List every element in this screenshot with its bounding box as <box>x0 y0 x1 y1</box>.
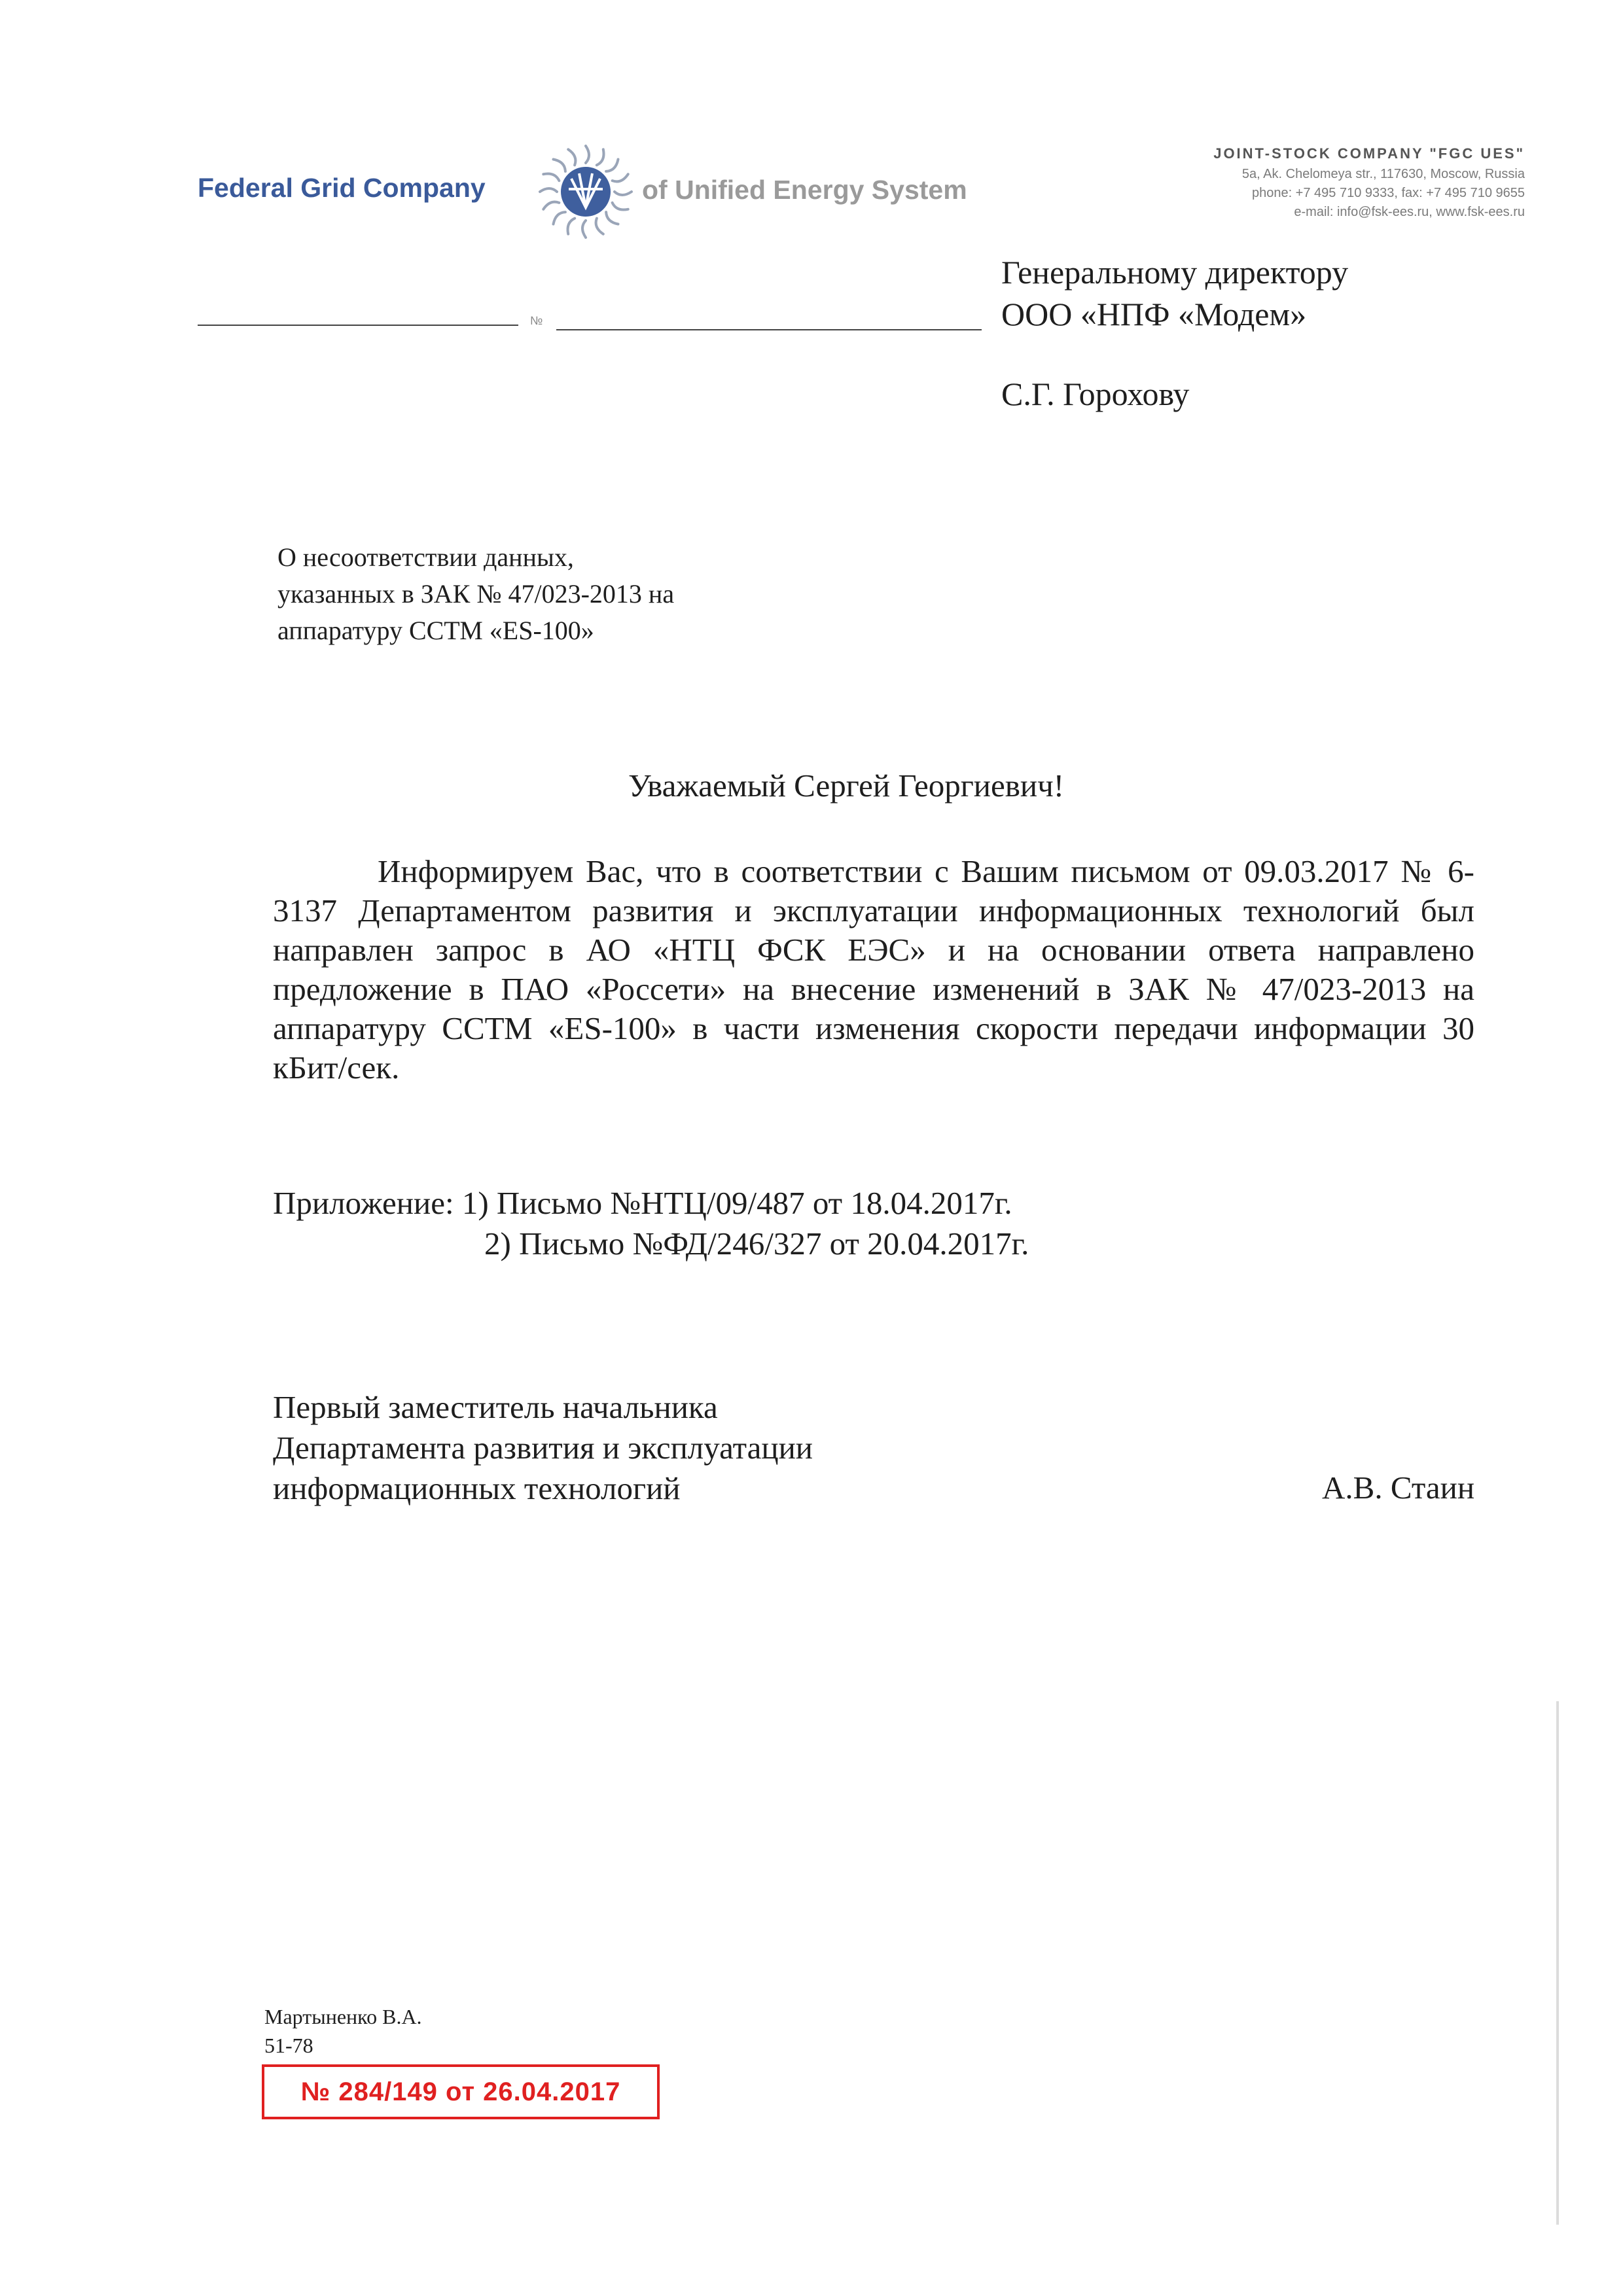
scan-artifact <box>1556 1701 1559 2225</box>
signer-position-line: Первый заместитель начальника <box>273 1389 718 1425</box>
executor-name: Мартыненко В.А. <box>264 2005 422 2028</box>
attachment-item: 2) Письмо №ФД/246/327 от 20.04.2017г. <box>484 1226 1029 1262</box>
salutation: Уважаемый Сергей Георгиевич! <box>628 768 1065 804</box>
registration-number-sign: № <box>530 314 543 327</box>
addressee-block <box>1001 251 1472 335</box>
attachments-block <box>273 1183 1029 1264</box>
fgc-sun-logo-icon <box>537 143 635 241</box>
company-name: JOINT-STOCK COMPANY "FGC UES" <box>1213 145 1525 162</box>
company-email: e-mail: info@fsk-ees.ru, www.fsk-ees.ru <box>1294 205 1525 219</box>
subject-line: аппаратуру ССТМ «ES-100» <box>277 616 594 645</box>
registration-date-line <box>198 325 518 326</box>
signer-position-line: информационных технологий <box>273 1470 681 1506</box>
brand-name-right: of Unified Energy System <box>642 175 967 205</box>
addressee-name: С.Г. Горохову <box>1001 376 1190 412</box>
signer-name: А.В. Стаин <box>1322 1470 1475 1506</box>
attachment-item: 1) Письмо №НТЦ/09/487 от 18.04.2017г. <box>461 1185 1012 1221</box>
company-phone: phone: +7 495 710 9333, fax: +7 495 710 9655 <box>1251 186 1525 200</box>
letter-body: Информируем Вас, что в соответствии с Вашим письмом от 09.03.2017 № 6-3137 Департаментом развития и эксплуатации информационных технологий был направлен запрос в АО «НТЦ ФСК ЕЭС» и на основании ответа направлено предложение в ПАО «Россети» на внесение изменений в ЗАК № 47/023-2013 на аппаратуру ССТМ «ES-100» в части изменения скорости передачи информации 30 кБит/сек. <box>273 853 1474 1086</box>
attachments-label: Приложение: <box>273 1185 462 1221</box>
company-address: 5a, Ak. Chelomeya str., 117630, Moscow, Russia <box>1241 167 1525 181</box>
signer-position-line: Департамента развития и эксплуатации <box>273 1430 813 1466</box>
subject-line: О несоответствии данных, <box>277 542 574 572</box>
executor-phone: 51-78 <box>264 2034 313 2057</box>
addressee-company: ООО «НПФ «Модем» <box>1001 296 1307 332</box>
letter-subject <box>277 539 866 649</box>
addressee-position: Генеральному директору <box>1001 254 1349 291</box>
company-contact-block <box>1152 143 1525 222</box>
brand-name-left: Federal Grid Company <box>198 173 486 203</box>
registration-number-line <box>556 329 982 330</box>
subject-line: указанных в ЗАК № 47/023-2013 на <box>277 579 675 609</box>
executor-block <box>264 2002 422 2060</box>
registration-stamp: № 284/149 от 26.04.2017 <box>262 2064 660 2119</box>
signer-position-block <box>273 1387 813 1509</box>
